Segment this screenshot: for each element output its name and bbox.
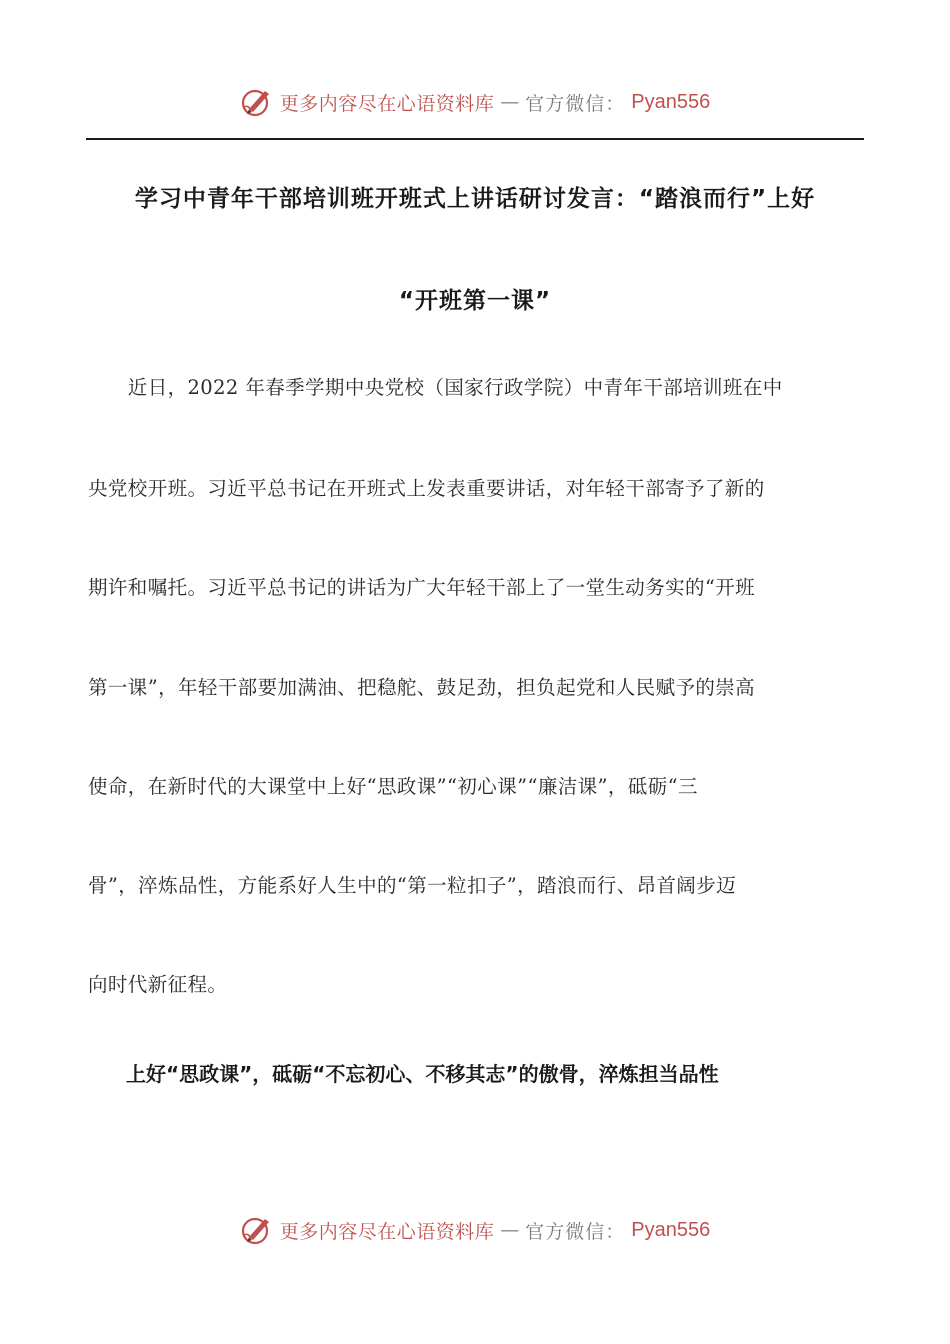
header-banner [0,82,950,122]
document-title-line-1: 学习中青年干部培训班开班式上讲话研讨发言：“踏浪而行”上好 [134,186,816,212]
header-divider [86,138,864,140]
body-line-2: 央党校开班。习近平总书记在开班式上发表重要讲话，对年轻干部寄予了新的 [88,477,765,500]
pen-logo-icon [240,85,274,119]
header-official-label: 官方微信： [525,92,626,115]
document-title-line-2: “开班第一课” [398,288,552,314]
footer-official-label: 官方微信： [525,1220,626,1243]
body-line-1: 近日，2022 年春季学期中央党校（国家行政学院）中青年干部培训班在中 [88,376,783,399]
header-banner-content [240,85,711,119]
footer-banner-content [240,1213,711,1247]
section-subheading: 上好“思政课”，砥砺“不忘初心、不移其志”的傲骨，淬炼担当品性 [126,1062,719,1086]
footer-dash: — [500,1219,520,1241]
footer-wechat-id: Pyan556 [631,1218,711,1241]
body-line-6: 骨”，淬炼品性，方能系好人生中的“第一粒扣子”，踏浪而行、昂首阔步迈 [88,874,737,897]
header-dash: — [500,91,520,113]
body-line-5: 使命，在新时代的大课堂中上好“思政课”“初心课”“廉洁课”，砥砺“三 [88,775,698,798]
body-line-4: 第一课”，年轻干部要加满油、把稳舵、鼓足劲，担负起党和人民赋予的崇高 [88,676,756,699]
body-line-7: 向时代新征程。 [88,973,228,996]
header-wechat-id: Pyan556 [631,90,711,113]
footer-banner [0,1210,950,1250]
body-line-3: 期许和嘱托。习近平总书记的讲话为广大年轻干部上了一堂生动务实的“开班 [88,576,756,599]
header-brand-text: 更多内容尽在心语资料库 [279,92,495,115]
pen-logo-icon [240,1213,274,1247]
footer-brand-text: 更多内容尽在心语资料库 [279,1220,495,1243]
